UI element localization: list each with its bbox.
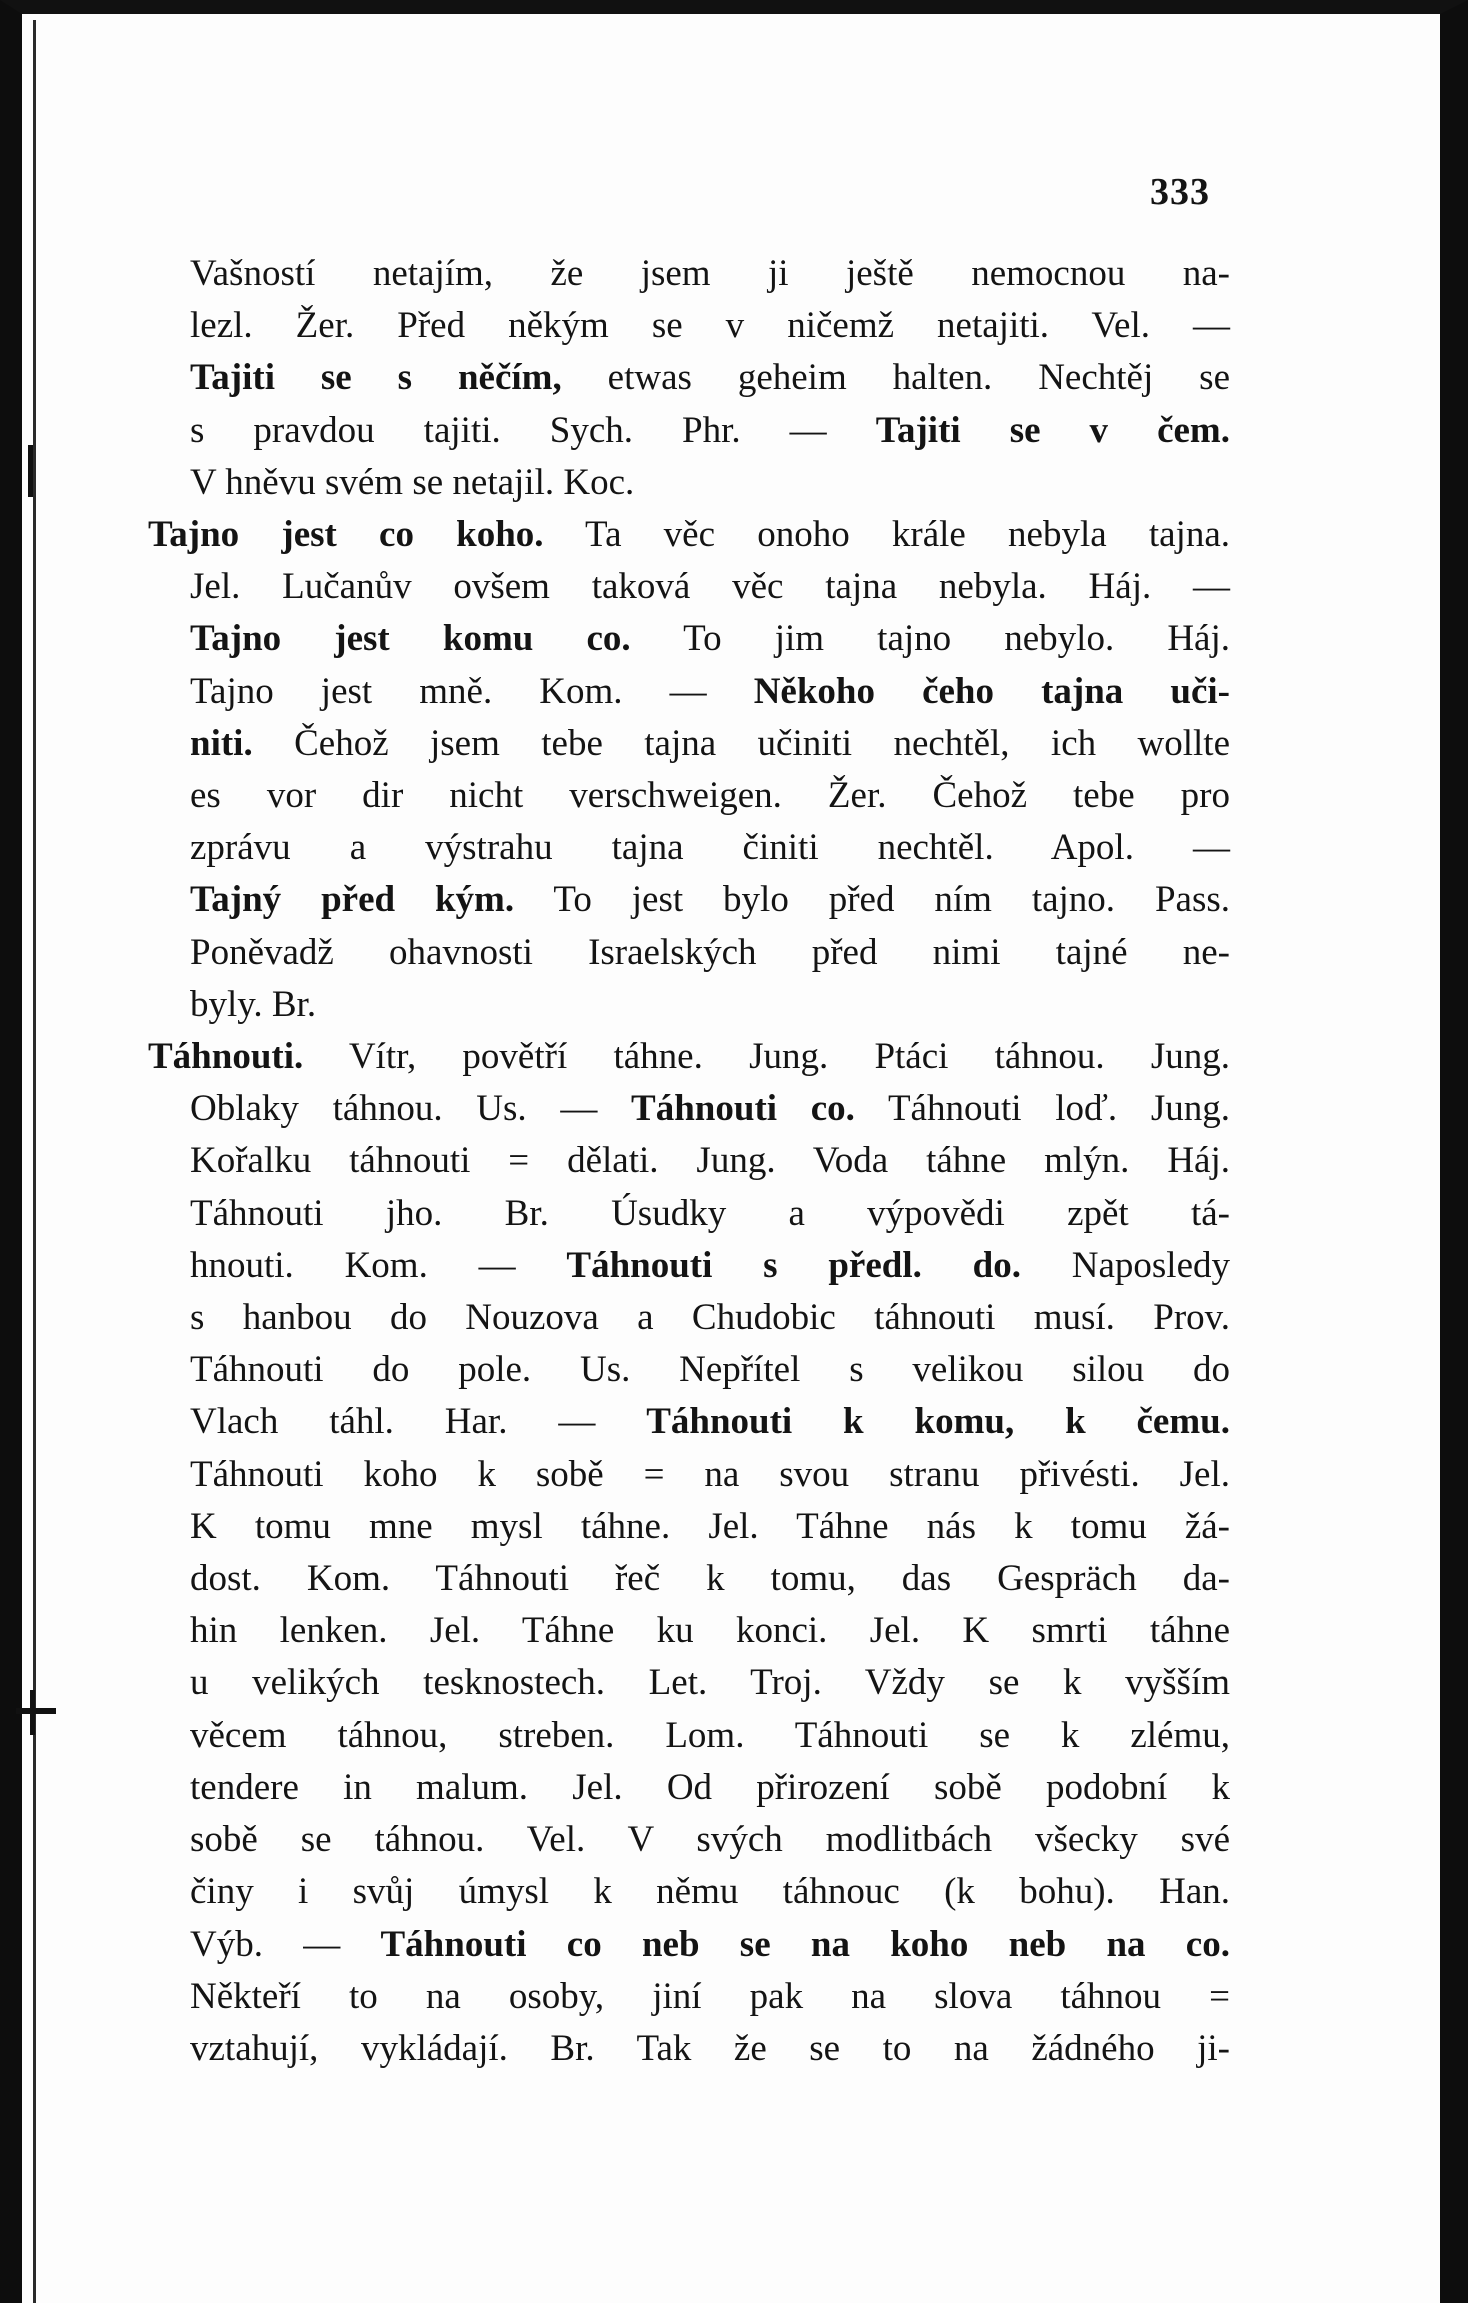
headword: Někoho čeho tajna uči- bbox=[753, 670, 1230, 712]
text-run: Táhnouti do pole. Us. Nepřítel s velikou silou do bbox=[190, 1349, 1230, 1391]
text-run: To jest bylo před ním tajno. Pass. bbox=[514, 879, 1230, 921]
text-line bbox=[190, 718, 1230, 770]
text-run: u velikých tesknostech. Let. Troj. Vždy se k vyšším bbox=[190, 1662, 1230, 1704]
text-line bbox=[190, 1657, 1230, 1709]
text-run: Naposledy bbox=[1020, 1244, 1231, 1286]
text-line bbox=[190, 1083, 1230, 1135]
text-line bbox=[190, 248, 1230, 300]
headword: Tajno jest komu co. bbox=[190, 618, 631, 660]
text-line bbox=[190, 1919, 1230, 1971]
text-run: s hanbou do Nouzova a Chudobic táhnouti musí. Prov. bbox=[190, 1297, 1230, 1339]
text-line bbox=[190, 1292, 1230, 1344]
scan-mark bbox=[28, 445, 33, 497]
text-run: K tomu mne mysl táhne. Jel. Táhne nás k tomu žá- bbox=[190, 1505, 1230, 1547]
text-run: V hněvu svém se netajil. Koc. bbox=[190, 461, 635, 503]
text-line bbox=[190, 1710, 1230, 1762]
text-line bbox=[190, 927, 1230, 979]
text-run: Oblaky táhnou. Us. — bbox=[190, 1088, 632, 1130]
text-line bbox=[190, 822, 1230, 874]
text-line bbox=[190, 457, 1230, 509]
text-run: Ta věc onoho krále nebyla tajna. bbox=[543, 514, 1230, 556]
text-line bbox=[190, 1814, 1230, 1866]
text-run: Jel. Lučanův ovšem taková věc tajna nebyla. Háj. — bbox=[190, 566, 1230, 608]
text-line bbox=[190, 561, 1230, 613]
text-run: Čehož jsem tebe tajna učiniti nechtěl, ich wollte bbox=[252, 722, 1230, 764]
text-run: zprávu a výstrahu tajna činiti nechtěl. Apol. — bbox=[190, 827, 1230, 869]
text-run: Vítr, povětří táhne. Jung. Ptáci táhnou. Jung. bbox=[303, 1036, 1230, 1078]
headword: Táhnouti s předl. do. bbox=[566, 1244, 1021, 1286]
dictionary-body-text bbox=[148, 248, 1231, 2075]
headword: Tajiti se s něčím, bbox=[190, 357, 562, 399]
headword: Tajný před kým. bbox=[190, 879, 515, 921]
text-line bbox=[190, 1605, 1230, 1657]
text-line bbox=[190, 666, 1230, 718]
text-line bbox=[190, 1762, 1230, 1814]
headword: niti. bbox=[190, 722, 253, 764]
text-run: dost. Kom. Táhnouti řeč k tomu, das Gespräch da- bbox=[190, 1558, 1230, 1600]
text-run: hin lenken. Jel. Táhne ku konci. Jel. K smrti táhne bbox=[190, 1610, 1230, 1652]
text-run: sobě se táhnou. Vel. V svých modlitbách všecky své bbox=[190, 1819, 1230, 1861]
text-run: Táhnouti jho. Br. Úsudky a výpovědi zpět tá- bbox=[190, 1192, 1230, 1234]
text-line bbox=[190, 1553, 1230, 1605]
text-run: Vašností netajím, že jsem ji ještě nemocnou na- bbox=[190, 253, 1230, 294]
text-line bbox=[190, 1188, 1230, 1240]
text-run: Táhnouti koho k sobě = na svou stranu přivésti. Jel. bbox=[190, 1453, 1230, 1495]
text-line bbox=[190, 1240, 1230, 1292]
text-line bbox=[190, 770, 1230, 822]
text-run: Táhnouti loď. Jung. bbox=[854, 1088, 1231, 1130]
text-run: es vor dir nicht verschweigen. Žer. Čehož tebe pro bbox=[190, 775, 1230, 817]
text-line bbox=[190, 1344, 1230, 1396]
text-line bbox=[190, 1135, 1230, 1187]
text-line bbox=[190, 1396, 1230, 1448]
text-run: Tajno jest mně. Kom. — bbox=[190, 670, 754, 712]
text-run: Vlach táhl. Har. — bbox=[190, 1401, 647, 1443]
text-line bbox=[190, 1449, 1230, 1501]
text-line bbox=[190, 1866, 1230, 1918]
page-edge-line bbox=[33, 20, 36, 2303]
text-run: etwas geheim halten. Nechtěj se bbox=[561, 357, 1230, 399]
text-run: To jim tajno nebylo. Háj. bbox=[630, 618, 1231, 660]
headword: Tajiti se v čem. bbox=[875, 409, 1230, 451]
text-line bbox=[190, 874, 1230, 926]
text-line bbox=[190, 2023, 1230, 2075]
text-run: s pravdou tajiti. Sych. Phr. — bbox=[190, 409, 876, 451]
page-number: 333 bbox=[1150, 171, 1210, 213]
text-line bbox=[190, 979, 1230, 1031]
headword: Tajno jest co koho. bbox=[148, 514, 544, 556]
text-line bbox=[190, 1501, 1230, 1553]
headword: Táhnouti co. bbox=[631, 1088, 855, 1130]
text-run: hnouti. Kom. — bbox=[190, 1244, 567, 1286]
text-run: tendere in malum. Jel. Od přirození sobě podobní k bbox=[190, 1766, 1230, 1808]
headword: Táhnouti k komu, k čemu. bbox=[646, 1401, 1231, 1443]
text-line bbox=[148, 1031, 1230, 1083]
text-run: Poněvadž ohavnosti Israelských před nimi tajné ne- bbox=[190, 931, 1230, 973]
text-run: Někteří to na osoby, jiní pak na slova táhnou = bbox=[190, 1975, 1230, 2017]
headword: Táhnouti co neb se na koho neb na co. bbox=[380, 1923, 1230, 1965]
text-line bbox=[148, 509, 1230, 561]
text-run: byly. Br. bbox=[190, 983, 317, 1025]
text-run: vztahují, vykládají. Br. Tak že se to na žádného ji- bbox=[190, 2027, 1230, 2069]
text-run: činy i svůj úmysl k němu táhnouc (k bohu). Han. bbox=[190, 1871, 1230, 1913]
text-line bbox=[190, 613, 1230, 665]
text-run: lezl. Žer. Před někým se v ničemž netajiti. Vel. — bbox=[190, 305, 1230, 347]
text-run: věcem táhnou, streben. Lom. Táhnouti se k zlému, bbox=[190, 1714, 1230, 1756]
text-run: Výb. — bbox=[190, 1923, 381, 1965]
headword: Táhnouti. bbox=[148, 1036, 304, 1078]
text-run: Kořalku táhnouti = dělati. Jung. Voda táhne mlýn. Háj. bbox=[190, 1140, 1230, 1182]
scan-mark bbox=[16, 1708, 56, 1714]
text-line bbox=[190, 405, 1230, 457]
text-line bbox=[190, 300, 1230, 352]
text-line bbox=[190, 352, 1230, 404]
text-line bbox=[190, 1971, 1230, 2023]
